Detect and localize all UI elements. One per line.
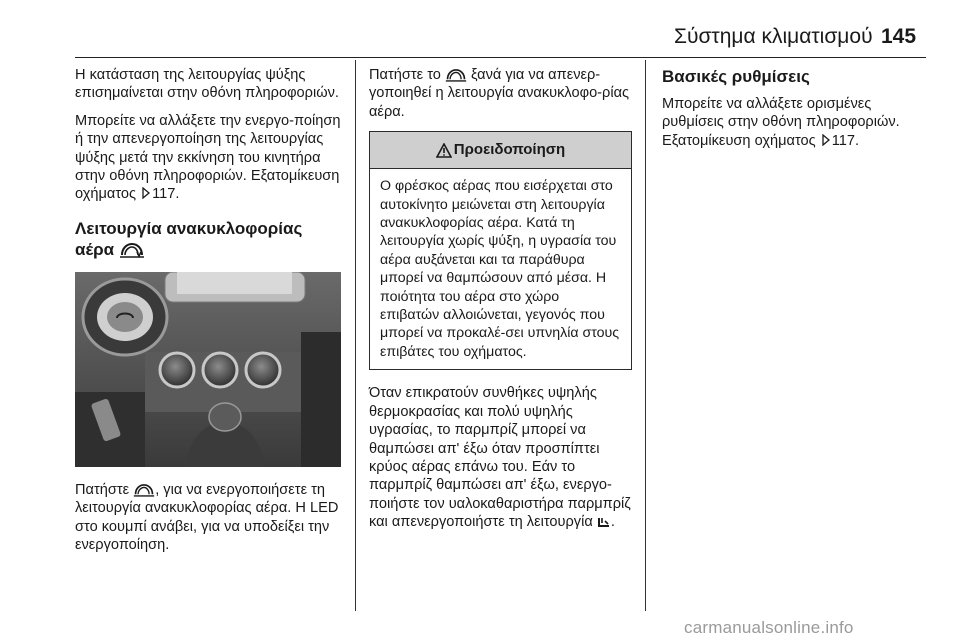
middle-column [369,66,632,541]
basic-settings-heading: Βασικές ρυθμίσεις [662,67,810,86]
left-column [75,66,343,563]
air-recirculation-icon [119,242,145,258]
section-title: Σύστημα κλιματισμού [674,25,873,48]
header-rule [75,57,926,58]
recirculation-off-text: Πατήστε το ξανά για να απενερ-γοποιηθεί η λειτουργία ανακυκλοφο-ρίας αέρα. [369,67,630,120]
air-recirculation-icon [445,68,467,82]
right-column [662,66,926,159]
page-ref: 117. [152,186,180,203]
air-recirculation-icon [133,483,155,497]
recirculation-caption: Πατήστε , για να ενεργοποιήσετε τη λειτουργία ανακυκλοφορίας αέρα. Η LED στο κουμπί ανάβει, για να υποδείξει την ενεργοποίηση. [75,481,339,554]
page-reference-arrow-icon [822,134,830,146]
page-header [0,24,960,60]
defrost-airflow-icon [597,515,611,529]
windscreen-fog-text: Όταν επικρατούν συνθήκες υψηλής θερμοκρασίας και πολύ υψηλής υγρασίας, το παρμπρίζ μπορεί να θαμπώσει απ' έξω όταν προσπίπτει κρύος αέρας επάνω του. Εάν το παρμπρίζ θαμπώσει απ' έξω, ενεργο-ποιήστε τον υαλοκαθαριστήρα παρμπρίζ και απενεργοποιήστε τη λειτουργία . [369,385,631,531]
warning-triangle-icon [436,143,452,158]
cooling-toggle-text: Μπορείτε να αλλάξετε την ενεργο-ποίηση ή την απενεργοποίηση της λειτουργίας ψύξης μετά την εκκίνηση του κινητήρα στην οθόνη πληροφοριών. Εξατομίκευση οχήματος 117. [75,112,341,203]
watermark: carmanualsonline.info [684,618,854,637]
warning-header [370,132,631,169]
basic-settings-text: Μπορείτε να αλλάξετε ορισμένες ρυθμίσεις στην οθόνη πληροφοριών. Εξατομίκευση οχήματος 117. [662,96,900,149]
page-ref: 117. [831,132,860,149]
page-number: 145 [881,25,917,48]
recirculation-heading: Λειτουργία ανακυκλοφορίας αέρα [75,218,303,259]
warning-title: Προειδοποίηση [453,141,566,159]
column-divider-left [355,60,356,611]
warning-box [369,131,632,370]
column-divider-right [645,60,646,611]
dashboard-climate-controls-photo [75,272,341,467]
page-reference-arrow-icon [142,187,150,199]
cooling-status-text: Η κατάσταση της λειτουργίας ψύξης επισημαίνεται στην οθόνη πληροφοριών. [75,67,339,102]
warning-text: Ο φρέσκος αέρας που εισέρχεται στο αυτοκίνητο μειώνεται στη λειτουργία ανακυκλοφορίας αέρα. Κατά τη λειτουργία χωρίς ψύξη, η υγρασία του αέρα αυξάνεται και τα παράθυρα μπορεί να θαμπώσουν από μέσα. Η ποιότητα του αέρα στο χώρο επιβατών αλλοιώνεται, γεγονός που μπορεί να προκαλέ-σει υπνηλία στους επιβάτες του οχήματος. [380,178,620,360]
